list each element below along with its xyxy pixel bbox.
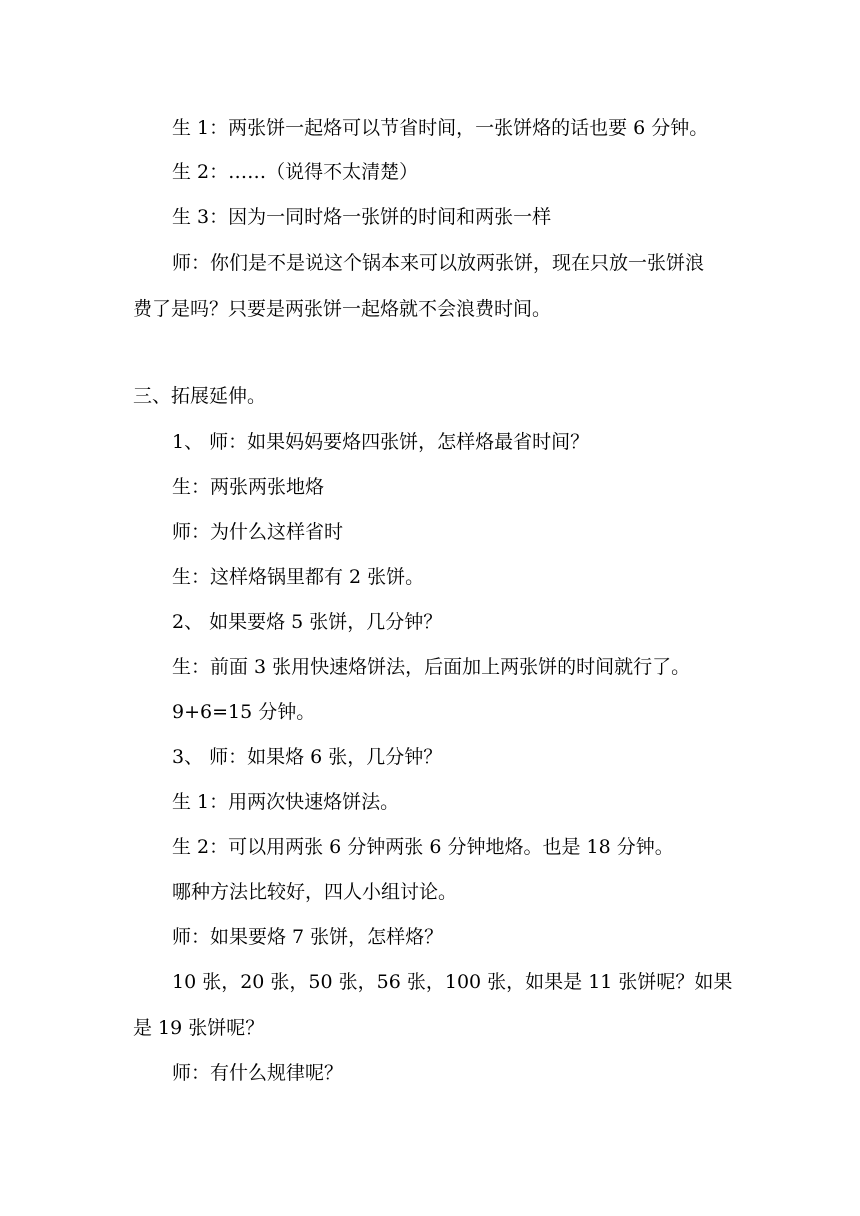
paragraph-line: 师：有什么规律呢？	[172, 1062, 344, 1084]
paragraph-line: 生：前面 3 张用快速烙饼法，后面加上两张饼的时间就行了。	[172, 656, 691, 678]
paragraph-line: 10 张，20 张，50 张，56 张，100 张，如果是 11 张饼呢？如果	[172, 971, 733, 993]
section-heading: 三、拓展延伸。	[133, 385, 267, 407]
paragraph-line: 师：你们是不是说这个锅本来可以放两张饼，现在只放一张饼浪	[172, 252, 705, 274]
paragraph-line: 费了是吗？只要是两张饼一起烙就不会浪费时间。	[133, 298, 552, 320]
paragraph-line: 生 1：两张饼一起烙可以节省时间，一张饼烙的话也要 6 分钟。	[172, 117, 709, 139]
paragraph-line: 生 2：可以用两张 6 分钟两张 6 分钟地烙。也是 18 分钟。	[172, 836, 674, 858]
paragraph-line: 是 19 张饼呢？	[133, 1017, 265, 1039]
paragraph-line: 生 3：因为一同时烙一张饼的时间和两张一样	[172, 206, 552, 228]
paragraph-line: 1、 师：如果妈妈要烙四张饼，怎样烙最省时间？	[172, 431, 590, 453]
paragraph-line: 生：这样烙锅里都有 2 张饼。	[172, 566, 425, 588]
paragraph-line: 生 1：用两次快速烙饼法。	[172, 791, 400, 813]
paragraph-line: 9+6=15 分钟。	[172, 701, 316, 723]
paragraph-line: 哪种方法比较好，四人小组讨论。	[172, 881, 458, 903]
paragraph-line: 生：两张两张地烙	[172, 476, 325, 498]
paragraph-line: 师：为什么这样省时	[172, 521, 344, 543]
paragraph-line: 生 2：……（说得不太清楚）	[172, 161, 419, 183]
paragraph-line: 3、 师：如果烙 6 张，几分钟？	[172, 746, 443, 768]
paragraph-line: 2、 如果要烙 5 张饼，几分钟？	[172, 611, 443, 633]
paragraph-line: 师：如果要烙 7 张饼，怎样烙？	[172, 926, 444, 948]
